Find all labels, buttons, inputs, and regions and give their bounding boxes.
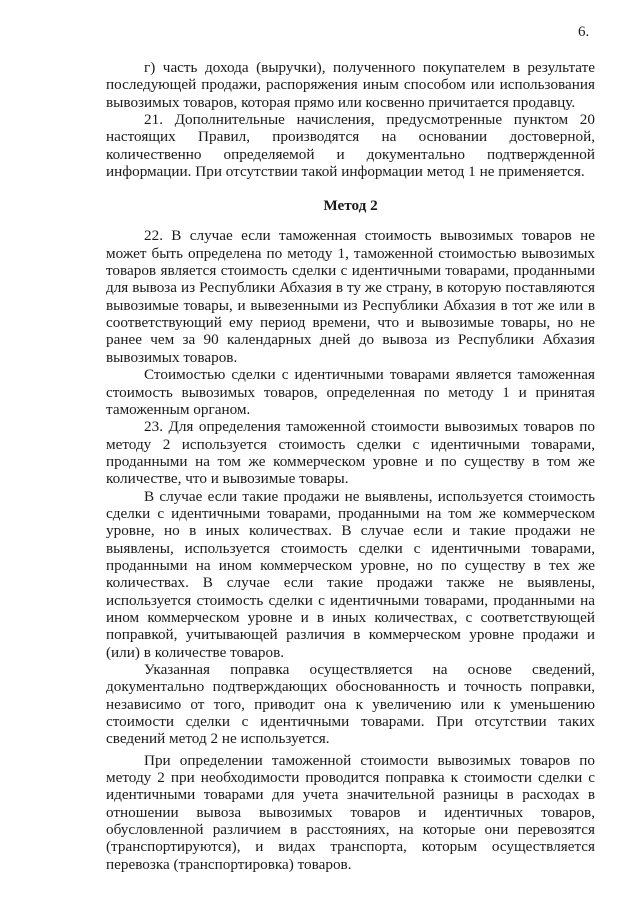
- text-line: 23. Для определения таможенной стоимости вывозимых товаров по: [144, 418, 595, 436]
- text-line: поправкой, учитывающей различия в коммерческом уровне продажи и: [106, 626, 595, 644]
- text-line: соответствующий ему период времени, что и вывозимые товары, но не: [106, 314, 595, 332]
- text-line: количественно определяемой и документально подтвержденной: [106, 145, 595, 163]
- text-line: выявлены, используется стоимость сделки с идентичными товарами,: [106, 539, 595, 557]
- text-line: проданными на том же коммерческом уровне и по существу в том же: [106, 452, 595, 470]
- text-line: 21. Дополнительные начисления, предусмотренные пунктом 20: [144, 111, 595, 129]
- text-line: методу 2 используется стоимость сделки с идентичными товарами,: [106, 435, 595, 453]
- text-line: При определении таможенной стоимости вывозимых товаров по: [144, 751, 595, 769]
- text-line: используется стоимость сделки с идентичными товарами, проданными на: [106, 591, 595, 609]
- text-line: стоимость вывозимых товаров, определенная по методу 1 и принятая: [106, 383, 595, 401]
- document-body: [106, 59, 595, 873]
- paragraph: [106, 59, 595, 111]
- paragraph: [106, 418, 595, 487]
- text-line: количествах. В случае если такие продажи также не выявлены,: [106, 574, 595, 592]
- text-line: товаров является стоимость сделки с идентичными товарами, проданными: [106, 262, 595, 280]
- section-method-2: [106, 227, 595, 873]
- text-line: независимо от того, приводит она к увеличению или к уменьшению: [106, 695, 595, 713]
- text-line: Указанная поправка осуществляется на основе сведений,: [144, 661, 595, 678]
- text-line: таможенным органом.: [106, 400, 251, 418]
- text-line: Стоимостью сделки с идентичными товарами является таможенная: [144, 366, 595, 384]
- text-line: уровне, но в иных количествах. В случае если и такие продажи не: [106, 522, 595, 540]
- text-line: (транспортируются), и видах транспорта, которым осуществляется: [106, 838, 595, 856]
- text-line: настоящих Правил, производятся на основании достоверной,: [106, 128, 595, 146]
- text-line: документально подтверждающих обоснованность и точность поправки,: [106, 678, 595, 696]
- text-line: В случае если такие продажи не выявлены, используется стоимость: [144, 487, 595, 505]
- text-line: для вывоза из Республики Абхазия в ту же страну, в которую поставляются: [106, 279, 595, 297]
- text-line: (или) в количестве товаров.: [106, 643, 285, 661]
- text-line: вывозимые товары, и вывезенными из Республики Абхазия в тот же или в: [106, 296, 595, 314]
- paragraph: [106, 111, 595, 180]
- text-line: перевозка (транспортировка) товаров.: [106, 855, 352, 873]
- text-line: может быть определена по методу 1, таможенной стоимостью вывозимых: [106, 244, 595, 262]
- paragraph: [106, 488, 595, 661]
- text-line: стоимости сделки с идентичными товарами. При отсутствии таких: [106, 713, 595, 731]
- text-line: вывозимых товаров.: [106, 348, 238, 366]
- text-line: проданными на ином коммерческом уровне, но по существу в тех же: [106, 556, 595, 574]
- text-line: ином коммерческом уровне и в иных количествах, с соответствующей: [106, 608, 595, 626]
- text-line: обусловленной различием в расстояниях, на которые они перевозятся: [106, 821, 595, 839]
- paragraph: [106, 366, 595, 418]
- section-before-heading: [106, 59, 595, 180]
- paragraph: [106, 227, 595, 366]
- section-heading: Метод 2: [323, 197, 378, 215]
- paragraph: [106, 752, 595, 873]
- text-line: отношении вывоза вывозимых товаров и идентичных товаров,: [106, 803, 595, 821]
- text-line: 22. В случае если таможенная стоимость вывозимых товаров не: [144, 227, 595, 245]
- text-line: г) часть дохода (выручки), полученного покупателем в результате: [144, 59, 595, 76]
- page-number: 6.: [578, 24, 590, 40]
- text-line: последующей продажи, распоряжения иным способом или использования: [106, 76, 595, 94]
- paragraph: [106, 661, 595, 748]
- text-line: идентичными товарами для учета значительной разницы в расходах в: [106, 786, 595, 804]
- text-line: сведений метод 2 не используется.: [106, 730, 330, 748]
- text-line: информации. При отсутствии такой информации метод 1 не применяется.: [106, 163, 585, 181]
- text-line: сделки с идентичными товарами, проданными на том же коммерческом: [106, 504, 595, 522]
- text-line: количестве, что и вывозимые товары.: [106, 470, 349, 488]
- text-line: вывозимых товаров, которая прямо или косвенно причитается продавцу.: [106, 93, 576, 111]
- text-line: ранее чем за 90 календарных дней до вывоза из Республики Абхазия: [106, 331, 595, 349]
- text-line: методу 2 при необходимости проводится поправка к стоимости сделки с: [106, 769, 595, 787]
